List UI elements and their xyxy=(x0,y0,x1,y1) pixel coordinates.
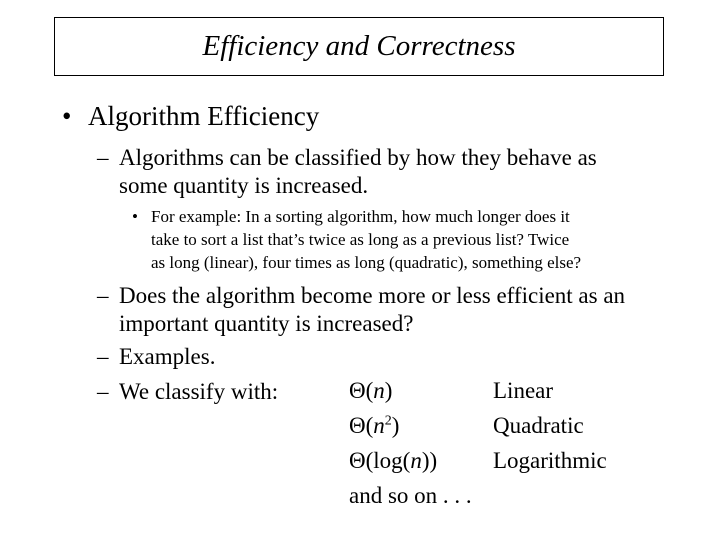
slide-title-box xyxy=(54,17,664,76)
and-so-on: and so on . . . xyxy=(349,483,472,508)
detail-line1: For example: In a sorting algorithm, how much longer does it xyxy=(151,207,570,226)
bullet-marker: • xyxy=(62,101,72,131)
bullet-heading: Algorithm Efficiency xyxy=(88,101,320,131)
class-name-quadratic: Quadratic xyxy=(493,413,584,438)
sub2-line1: Does the algorithm become more or less efficient as an xyxy=(119,283,626,308)
theta-logarithmic: Θ(log(n)) xyxy=(349,448,438,473)
sub-bullet-classify xyxy=(97,378,278,406)
sub-bullet-examples xyxy=(97,343,215,371)
sub-bullet-efficiency-question xyxy=(97,282,625,338)
dash-marker: – xyxy=(97,283,109,308)
dash-marker: – xyxy=(97,344,109,369)
dash-marker: – xyxy=(97,379,109,404)
detail-line2: take to sort a list that’s twice as long as a previous list? Twice xyxy=(151,230,570,249)
class-name-logarithmic: Logarithmic xyxy=(493,448,607,473)
bullet-algorithm-efficiency xyxy=(62,101,319,132)
dash-marker: – xyxy=(97,145,109,170)
theta-quadratic: $\Theta(n^2)$ xyxy=(349,413,400,438)
sub1-line2: some quantity is increased. xyxy=(119,173,369,198)
sub4-text: We classify with: xyxy=(119,379,279,404)
sub-bullet-classification xyxy=(97,144,597,200)
detail-bullet-marker: • xyxy=(132,207,138,226)
sub3-text: Examples. xyxy=(119,344,216,369)
detail-bullet-example xyxy=(132,205,581,274)
sub1-line1: Algorithms can be classified by how they behave as xyxy=(119,145,597,170)
detail-line3: as long (linear), four times as long (quadratic), something else? xyxy=(151,253,582,272)
class-name-linear: Linear xyxy=(493,378,554,403)
sub2-line2: important quantity is increased? xyxy=(119,311,414,336)
theta-linear: Θ(n) xyxy=(349,378,393,403)
slide-title: Efficiency and Correctness xyxy=(202,30,516,62)
